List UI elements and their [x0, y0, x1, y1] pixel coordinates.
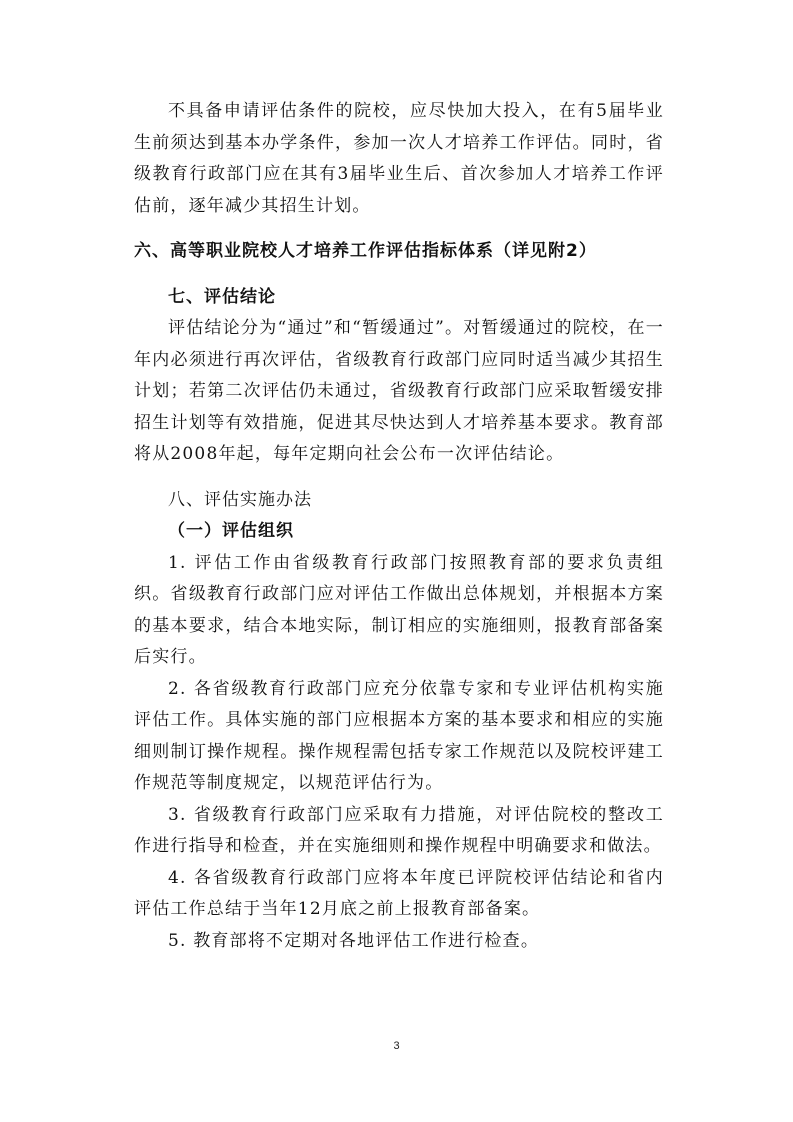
section-heading-seven: 七、评估结论: [168, 286, 276, 307]
section-heading-eight: 八、评估实施办法: [168, 489, 312, 510]
list-item-1: 1. 评估工作由省级教育行政部门按照教育部的要求负责组织。省级教育行政部门应对评估工作做出总体规划，并根据本方案的基本要求，结合本地实际，制订相应的实施细则，报教育部备案后实行。: [134, 552, 664, 667]
page-number: 3: [393, 1040, 400, 1052]
section-heading-six: 六、高等职业院校人才培养工作评估指标体系（详见附2）: [134, 241, 597, 261]
paragraph-insufficient-conditions: 不具备申请评估条件的院校，应尽快加大投入，在有5届毕业生前须达到基本办学条件，参加一次人才培养工作评估。同时，省级教育行政部门应在其有3届毕业生后、首次参加人才培养工作评估前，逐年减少其招生计划。: [134, 101, 664, 216]
paragraph-evaluation-conclusion: 评估结论分为“通过”和“暂缓通过”。对暂缓通过的院校，在一年内必须进行再次评估，省级教育行政部门应同时适当减少其招生计划；若第二次评估仍未通过，省级教育行政部门应采取暂缓安排招生计划等有效措施，促进其尽快达到人才培养基本要求。教育部将从2008年起，每年定期向社会公布一次评估结论。: [134, 318, 664, 464]
subsection-heading-organization: （一）评估组织: [168, 521, 294, 541]
list-item-2: 2. 各省级教育行政部门应充分依靠专家和专业评估机构实施评估工作。具体实施的部门应根据本方案的基本要求和相应的实施细则制订操作规程。操作规程需包括专家工作规范以及院校评建工作规范等制度规定，以规范评估行为。: [134, 678, 664, 793]
list-item-3: 3. 省级教育行政部门应采取有力措施，对评估院校的整改工作进行指导和检查，并在实施细则和操作规程中明确要求和做法。: [134, 804, 664, 856]
list-item-5: 5. 教育部将不定期对各地评估工作进行检查。: [168, 930, 540, 951]
document-body: [134, 96, 664, 957]
list-item-4: 4. 各省级教育行政部门应将本年度已评院校评估结论和省内评估工作总结于当年12月底之前上报教育部备案。: [134, 867, 664, 919]
